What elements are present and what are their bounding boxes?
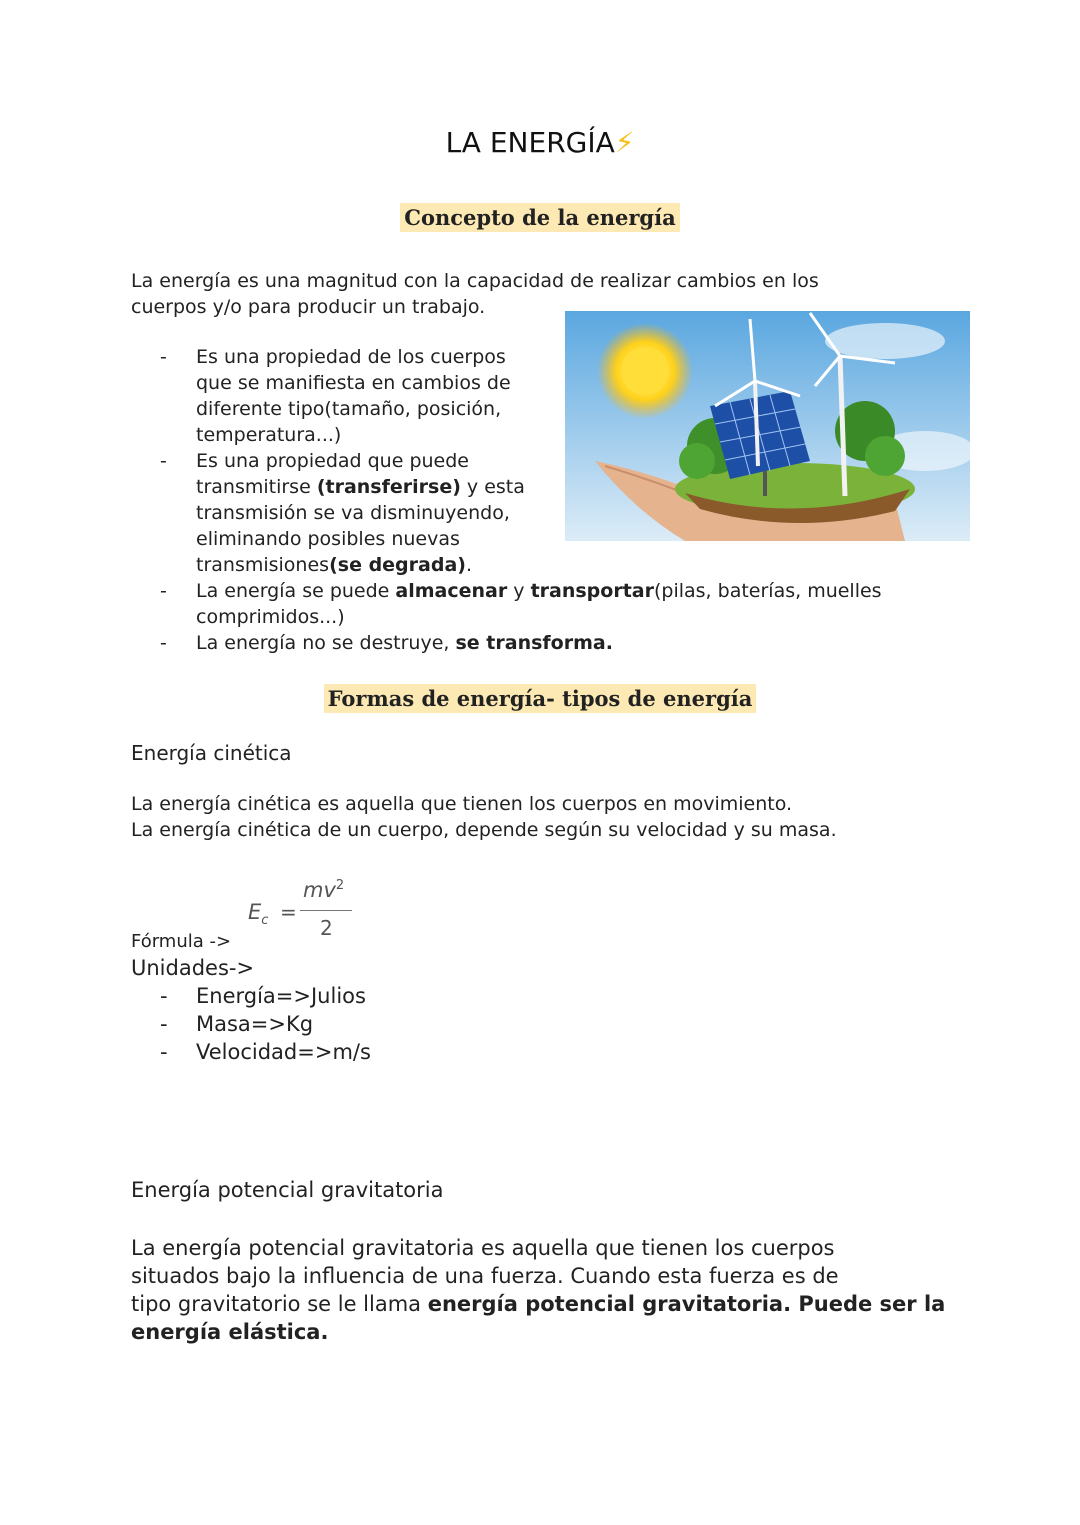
section-heading-concept: Concepto de la energía [0,205,1080,230]
potential-paragraph: La energía potencial gravitatoria es aquella que tienen los cuerpos situados bajo la influencia de una fuerza. Cuando esta fuerza es de tipo gravitatorio se le llama energía potencial gravitatoria. Puede ser la energía elástica. [131,1236,946,1344]
concept-bullets-continued [160,578,960,656]
list-item: - Velocidad=>m/s [160,1040,371,1064]
formula-label: Fórmula -> [131,931,232,952]
list-item: - Masa=>Kg [160,1012,314,1036]
units-label: Unidades-> [131,956,255,980]
potential-title: Energía potencial gravitatoria [131,1178,444,1202]
document-page: LA ENERGÍA⚡ Concepto de la energía La energía es una magnitud con la capacidad de realizar cambios en los cuerpos y/o para producir un trabajo. - Es una propiedad de los cuerpos que se manifiesta en cambios de diferente tipo(tamaño, posición, temperatura...) - Es una propiedad que puede transmitirse (transferirse) y esta transmisión se va disminuyendo, eliminando posibles nuevas transmisiones(se degrada). - La energía se puede almacenar y transportar(pilas, baterías, muelles comprimidos...) - La energía no se destruye, se transforma. Formas de energía- tipos de energía Energía cinética La energía cinética es aquella que tienen los cuerpos en movimiento. La energía cinética de un cuerpo, depende según su velocidad y su masa. $E_c$ = $mv^2$ 2 Fórmula -> Unidades-> - Energía=>Julios - Masa=>Kg - Velocidad=>m/s Energía potencial gravitatoria La energía potencial gravitatoria es aquella que tienen los cuerpos situados bajo la influencia de una fuerza. Cuando esta fuerza es de tipo gravitatorio se le llama energía potencial gravitatoria. Puede ser la energía elástica. [0,0,1080,1525]
page-title-text: LA ENERGÍA [445,126,615,159]
units-list [160,982,560,1066]
lightning-icon: ⚡ [614,126,635,159]
list-item: - Energía=>Julios [160,984,366,1008]
list-item: - Es una propiedad de los cuerpos que se manifiesta en cambios de diferente tipo(tamaño, posición, temperatura...) [160,346,511,446]
renewable-energy-illustration [565,311,970,541]
kinetic-paragraph: La energía cinética es aquella que tienen los cuerpos en movimiento. La energía cinética de un cuerpo, depende según su velocidad y su masa. [131,793,837,841]
page-title [0,126,1080,159]
kinetic-title: Energía cinética [131,741,292,765]
concept-bullets [160,344,560,578]
list-item: - Es una propiedad que puede transmitirse (transferirse) y esta transmisión se va disminuyendo, eliminando posibles nuevas transmisiones(se degrada). [160,450,525,576]
intro-paragraph: La energía es una magnitud con la capacidad de realizar cambios en los cuerpos y/o para producir un trabajo. [131,270,819,318]
list-item: - La energía se puede almacenar y transportar(pilas, baterías, muelles comprimidos...) [160,580,882,628]
section-heading-forms: Formas de energía- tipos de energía [0,686,1080,711]
list-item: - La energía no se destruye, se transforma. [160,632,613,654]
